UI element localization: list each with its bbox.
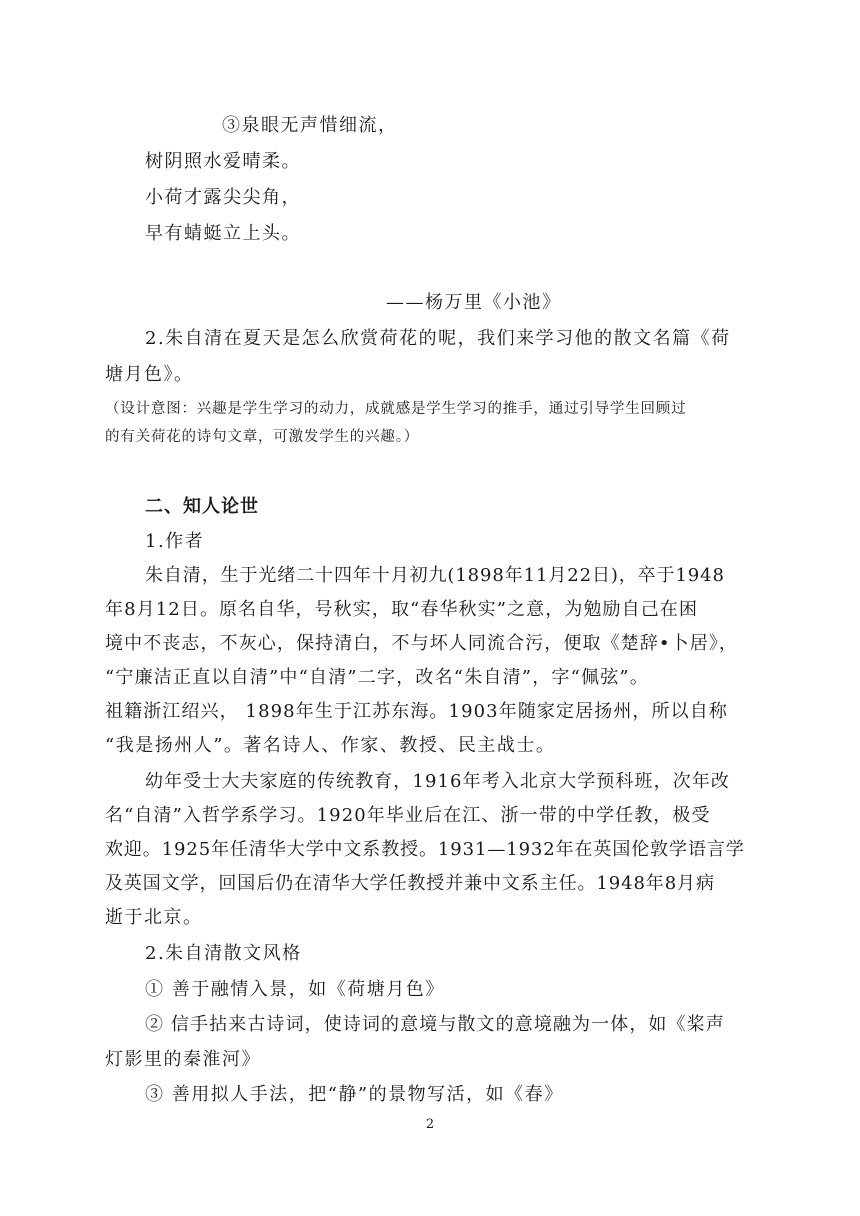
- style-item-1: ① 善于融情入景，如《荷塘月色》: [145, 979, 445, 1000]
- intro-item2-line-1: 2.朱自清在夏天是怎么欣赏荷花的呢，我们来学习他的散文名篇《荷: [145, 328, 731, 349]
- style-item-2: ② 信手拈来古诗词，使诗词的意境与散文的意境融为一体，如《桨声: [145, 1014, 725, 1035]
- design-note-line-1: （设计意图：兴趣是学生学习的动力，成就感是学生学习的推手，通过引导学生回顾过: [105, 401, 687, 417]
- style-item-2-cont: 灯影里的秦淮河》: [105, 1049, 261, 1070]
- author-para1-line-2: 年8月12日。原名自华，号秋实，取“春华秋实”之意，为勉励自己在困: [105, 599, 699, 620]
- subheading-style: 2.朱自清散文风格: [145, 943, 302, 964]
- style-item-3: ③ 善用拟人手法，把“静”的景物写活，如《春》: [145, 1084, 564, 1105]
- author-para2-line-4: 及英国文学，回国后仍在清华大学任教授并兼中文系主任。1948年8月病: [105, 873, 715, 894]
- subheading-author: 1.作者: [145, 531, 205, 552]
- author-para1-line-5: 祖籍浙江绍兴， 1898年生于江苏东海。1903年随家定居扬州，所以自称: [105, 701, 728, 722]
- poem-line-3: 小荷才露尖尖角，: [145, 187, 301, 208]
- author-para2-line-5: 逝于北京。: [105, 907, 203, 928]
- author-para1-line-3: 境中不丧志，不灰心，保持清白，不与坏人同流合污，便取《楚辞•卜居》，: [105, 633, 739, 654]
- poem-attribution: ——杨万里《小池》: [386, 292, 562, 313]
- poem-line-4: 早有蜻蜓立上头。: [145, 223, 301, 244]
- poem-line-1: ③泉眼无声惜细流，: [222, 115, 398, 136]
- author-para2-line-3: 欢迎。1925年任清华大学中文系教授。1931—1932年在英国伦敦学语言学: [105, 839, 745, 860]
- section-heading: 二、知人论世: [145, 496, 259, 517]
- intro-item2-line-2: 塘月色》。: [105, 364, 194, 385]
- author-para2-line-2: 名“自清”入哲学系学习。1920年毕业后在江、浙一带的中学任教，极受: [105, 805, 711, 826]
- author-para1-line-6: “我是扬州人”。著名诗人、作家、教授、民主战士。: [105, 735, 556, 756]
- author-para1-line-4: “宁廉洁正直以自清”中“自清”二字，改名“朱自清”，字“佩弦”。: [105, 667, 650, 688]
- page-number: 2: [425, 1117, 435, 1132]
- author-para2-line-1: 幼年受士大夫家庭的传统教育，1916年考入北京大学预科班，次年改: [145, 771, 731, 792]
- design-note-line-2: 的有关荷花的诗句文章，可激发学生的兴趣。）: [105, 429, 420, 445]
- author-para1-line-1: 朱自清，生于光绪二十四年十月初九(1898年11月22日)，卒于1948: [145, 565, 725, 586]
- poem-line-2: 树阴照水爱晴柔。: [145, 151, 301, 172]
